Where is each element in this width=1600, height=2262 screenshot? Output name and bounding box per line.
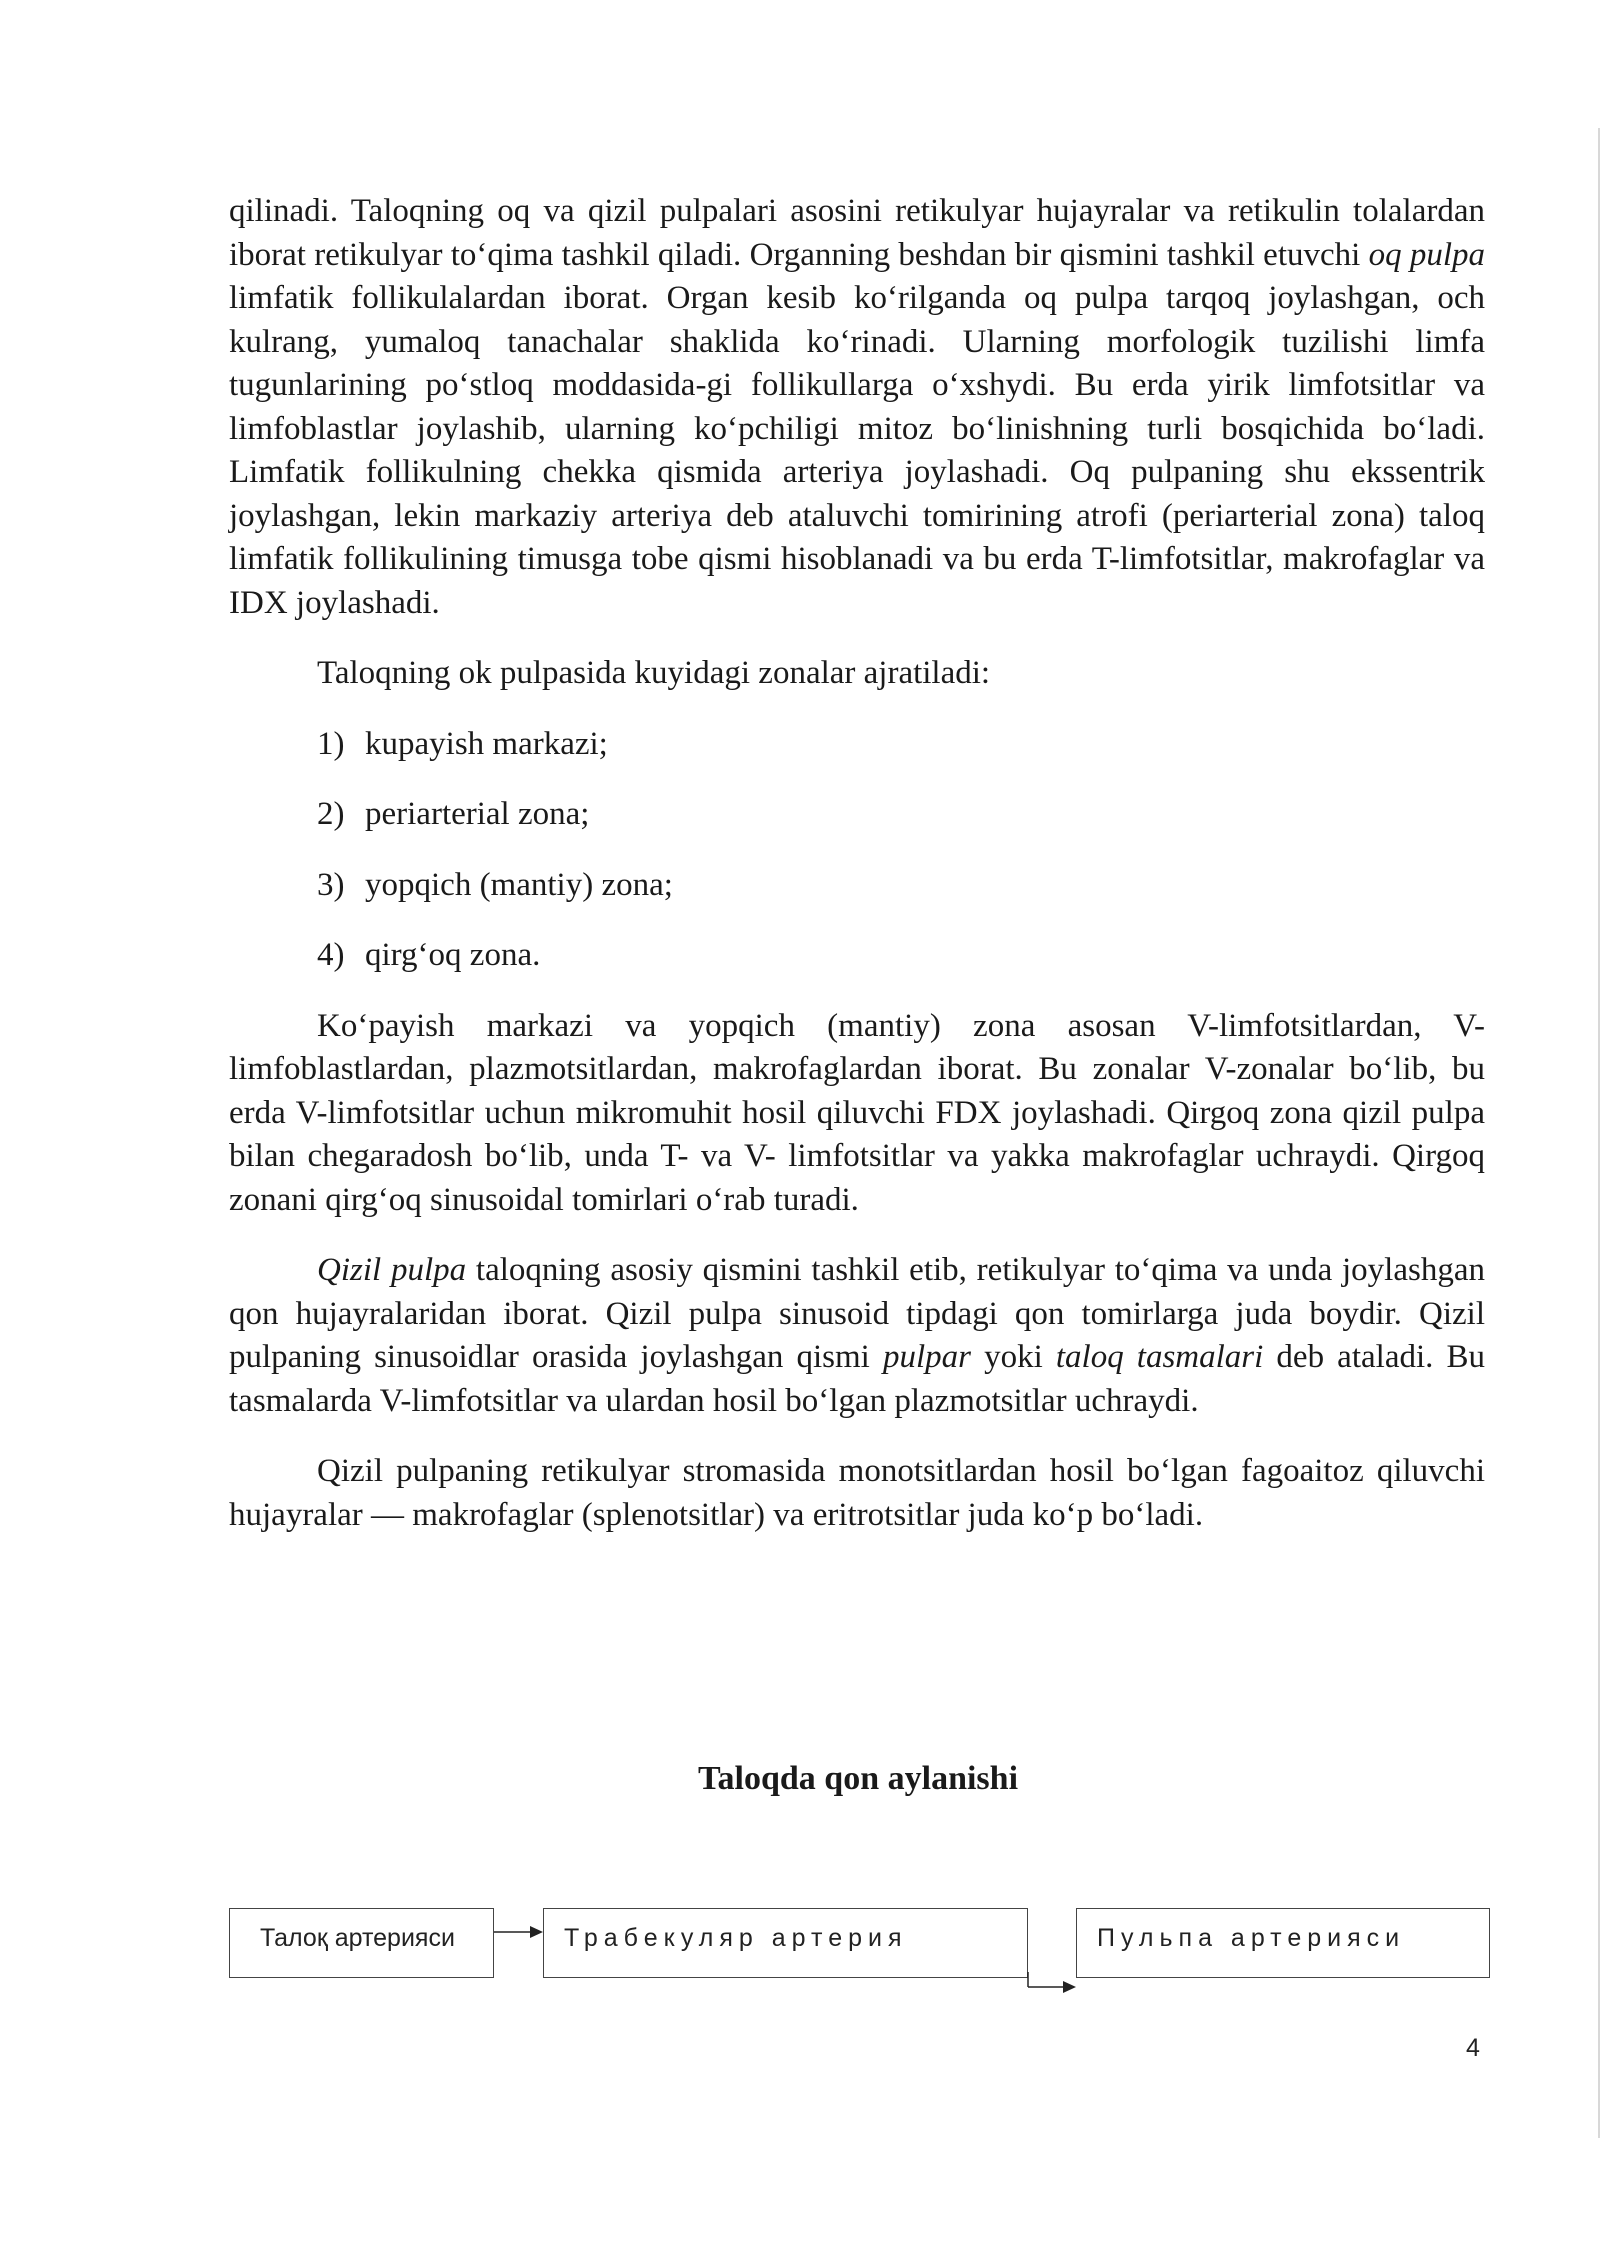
flow-box-trabecular-artery: Трабекуляр артерия	[543, 1908, 1028, 1978]
list-item: 1) kupayish markazi;	[317, 725, 608, 762]
italic-term-taloq-tasmalari: taloq tasmalari	[1055, 1339, 1264, 1375]
paragraph-5: Qizil pulpaning retikulyar stromasida monotsitlardan hosil bo‘lgan fagoaitoz qiluvchi hujayralar — makrofaglar (splenotsitlar) va eritrotsitlar juda ko‘p bo‘ladi.	[229, 1453, 1485, 1533]
paragraph-3: Ko‘payish markazi va yopqich (mantiy) zona asosan V-limfotsitlardan, V-limfoblastlardan, plazmotsitlardan, makrofaglardan iborat. Bu zonalar V-zonalar bo‘lib, bu erda V-limfotsitlar uchun mikromuhit hosil qiluvchi FDX joylashadi. Qirgoq zona qizil pulpa bilan chegaradosh bo‘lib, unda T- va V- limfotsitlar va yakka makrofaglar uchraydi. Qirgoq zonani qirg‘oq sinusoidal tomirlari o‘rab turadi.	[229, 1007, 1485, 1218]
list-item: 4) qirg‘oq zona.	[317, 937, 541, 973]
italic-term-qizil-pulpa: Qizil pulpa	[317, 1252, 467, 1288]
flow-box-splenic-artery: Талоқ артерияси	[229, 1908, 494, 1978]
flow-arrow-2	[1027, 1972, 1079, 1996]
italic-term-pulpar: pulpar	[882, 1339, 971, 1375]
paragraph-2: Taloqning ok pulpasida kuyidagi zonalar ajratiladi:	[317, 655, 991, 691]
section-heading: Taloqda qon aylanishi	[697, 1760, 1019, 1797]
paragraph-4: Qizil pulpa taloqning asosiy qismini tashkil etib, retikulyar to‘qima va unda joylashgan qon hujayralaridan iborat. Qizil pulpa sinusoid tipdagi qon tomirlarga juda boydir. Qizil pulpaning sinusoidlar orasida joylashgan qismi pulpar yoki taloq tasmalari deb ataladi. Bu tasmalarda V-limfotsitlar va ulardan hosil bo‘lgan plazmotsitlar uchraydi.	[229, 1252, 1485, 1419]
flow-arrow-1	[494, 1922, 546, 1942]
list-item: 3) yopqich (mantiy) zona;	[317, 866, 673, 903]
list-item: 2) periarterial zona;	[317, 796, 590, 832]
paragraph-1: qilinadi. Taloqning oq va qizil pulpalari asosini retikulyar hujayralar va retikulin tolalardan iborat retikulyar to‘qima tashkil qiladi. Organning beshdan bir qismini tashkil etuvchi oq pulpa limfatik follikulalardan iborat. Organ kesib ko‘rilganda oq pulpa tarqoq joylashgan, och kulrang, yumaloq tanachalar shaklida ko‘rinadi. Ularning morfologik tuzilishi limfa tugunlarining po‘stloq moddasida-gi follikullarga o‘xshydi. Bu erda yirik limfotsitlar va limfoblastlar joylashib, ularning ko‘pchiligi mitoz bo‘linishning turli bosqichida bo‘ladi. Limfatik follikulning chekka qismida arteriya joylashadi. Oq pulpaning shu ekssentrik joylashgan, lekin markaziy arteriya deb ataluvchi tomirining atrofi (periarterial zona) taloq limfatik follikulining timusga tobe qismi hisoblanadi va bu erda T-limfotsitlar, makrofaglar va IDX joylashadi.	[229, 193, 1486, 621]
document-body	[229, 190, 1485, 1537]
italic-term-oq-pulpa: oq pulpa	[1368, 236, 1486, 273]
page-number: 4	[1466, 2034, 1480, 2062]
flow-box-pulp-artery: Пульпа артерияси	[1076, 1908, 1490, 1978]
